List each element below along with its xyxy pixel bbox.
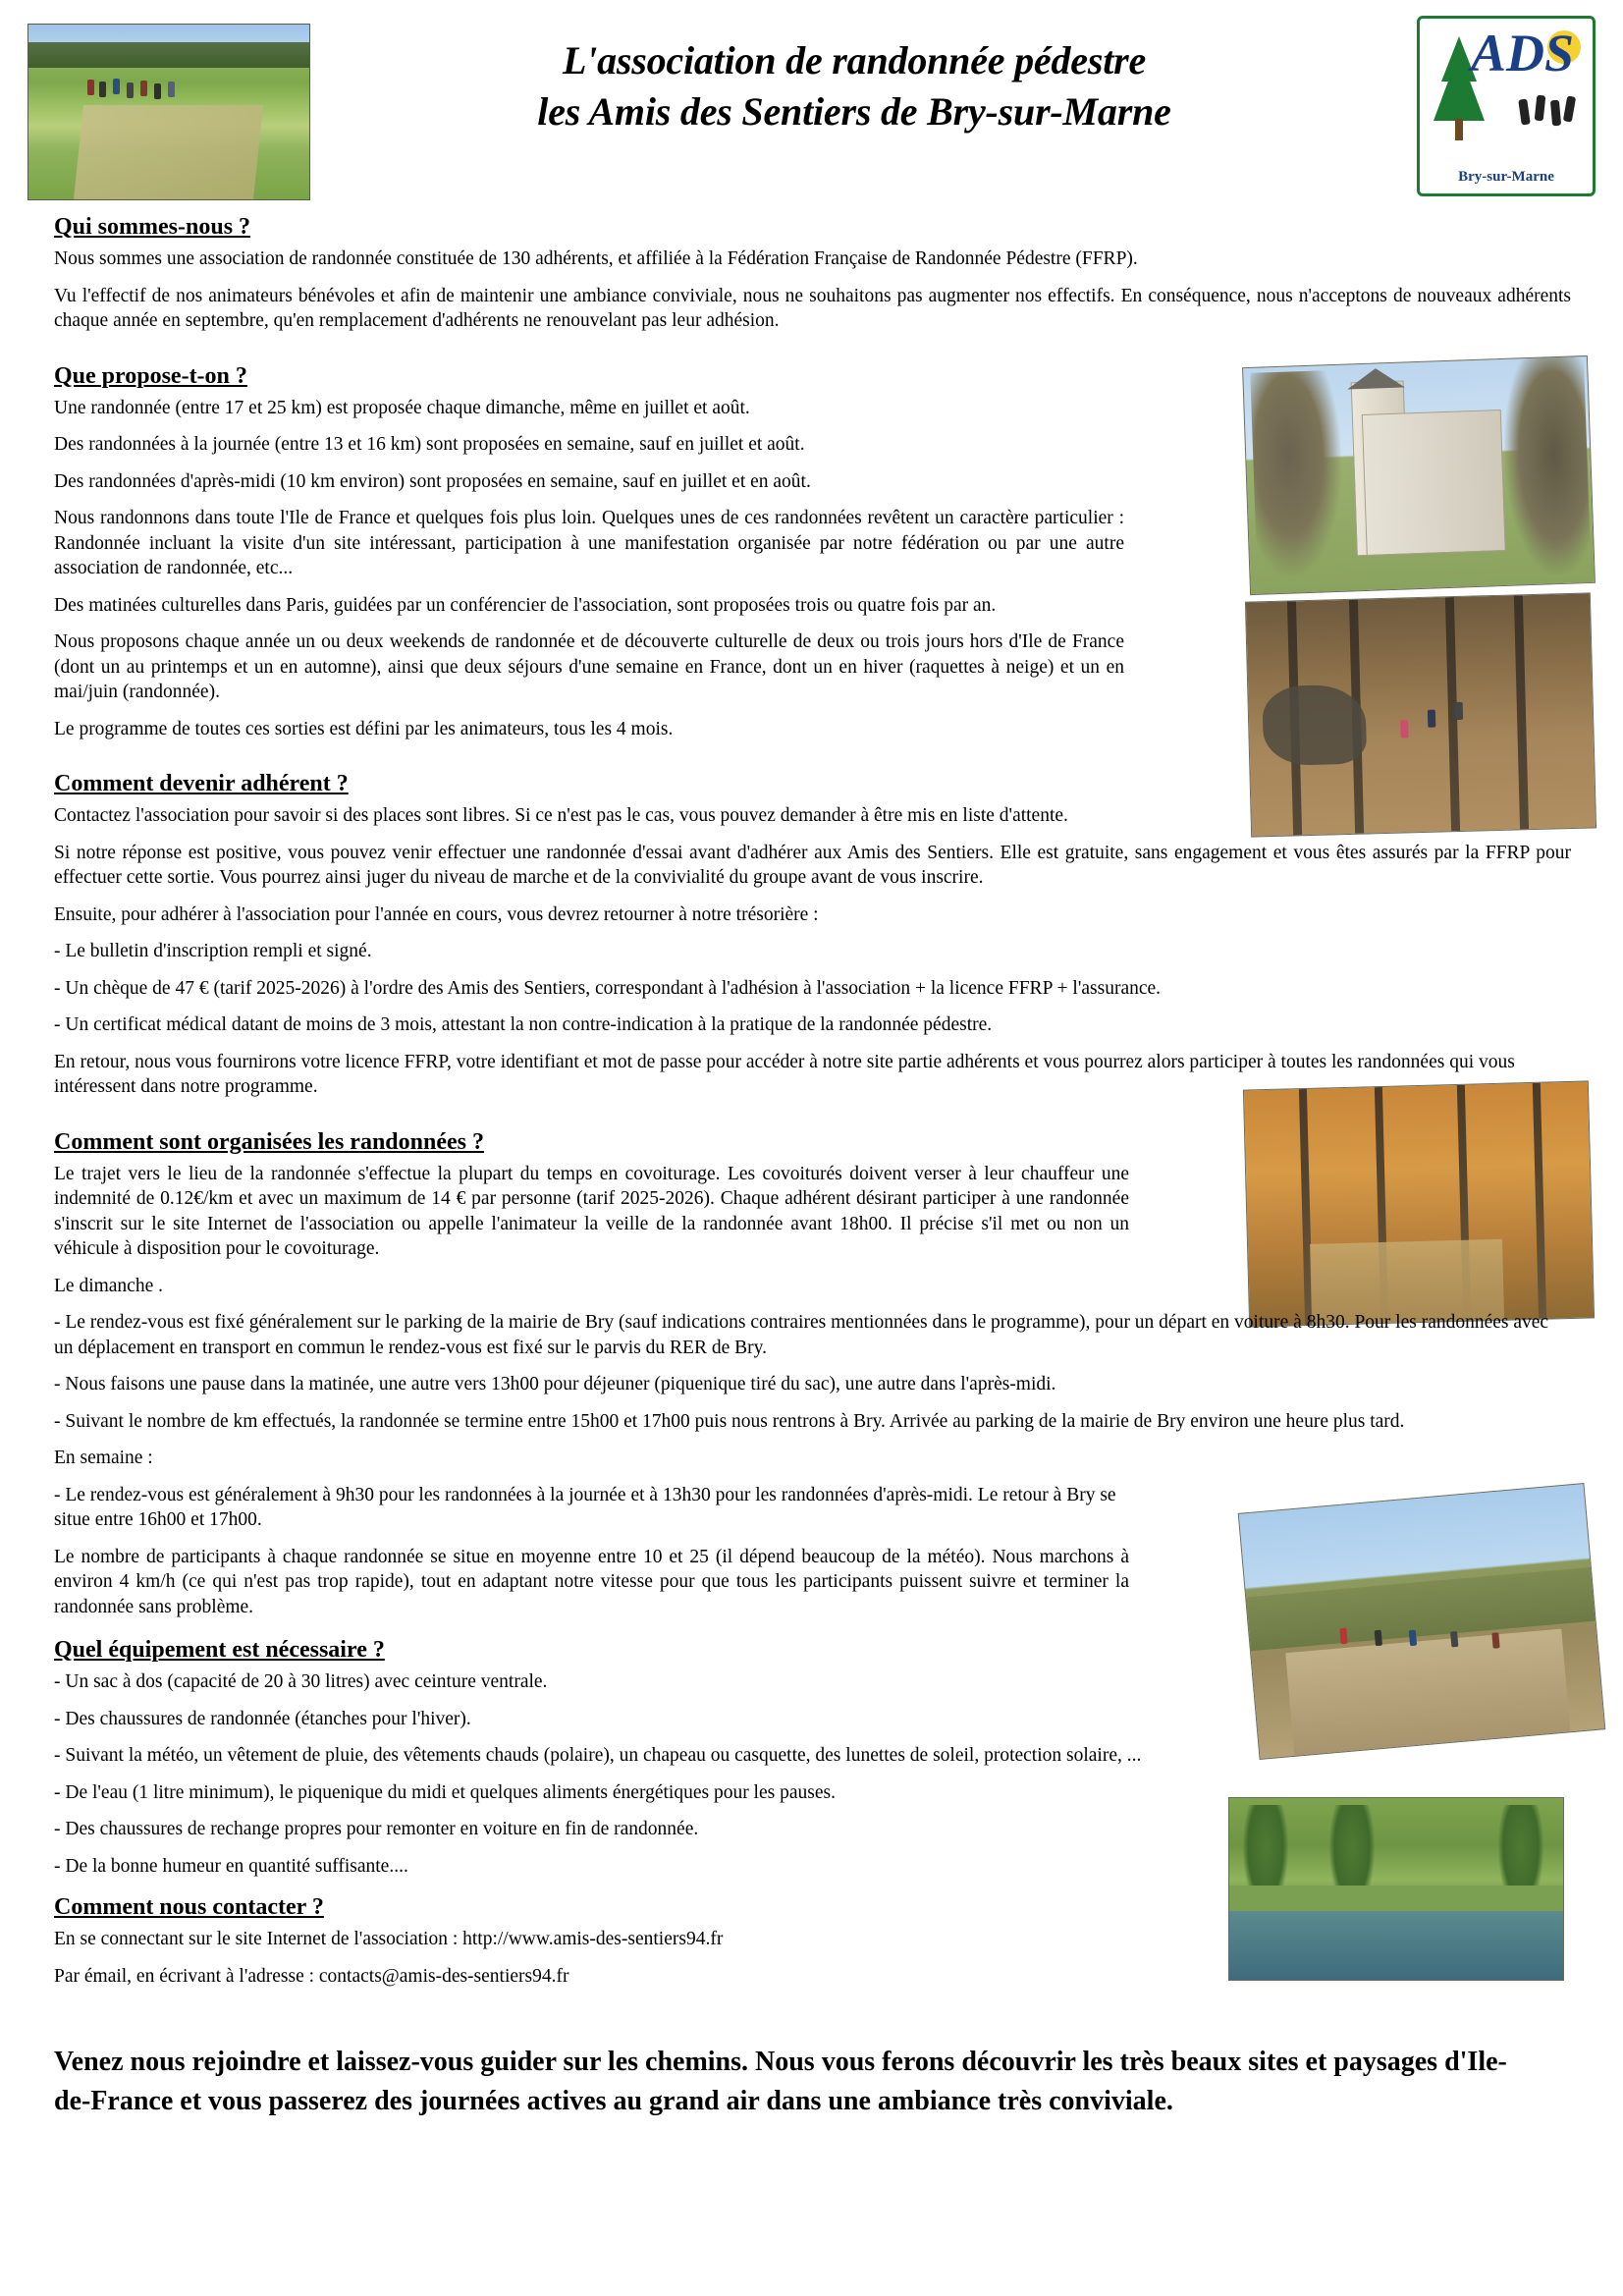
footer-call-to-action: Venez nous rejoindre et laissez-vous guider sur les chemins. Nous vous ferons découvrir les très beaux sites et paysages d'Ile-de-France et vous passerez des journées actives au grand air dans une ambiance très conviviale. [54, 2047, 1507, 2116]
document-header [0, 0, 1623, 196]
section-heading-comment-devenir-adherent: Comment devenir adhérent ? [54, 771, 349, 796]
hiker-figure [87, 80, 94, 95]
list-item: - Le rendez-vous est généralement à 9h30 pour les randonnées à la journée et à 13h30 pour les randonnées d'après-midi. Le retour à Bry se situe entre 16h00 et 17h00. [54, 1484, 1116, 1530]
paragraph: Des randonnées d'après-midi (10 km environ) sont proposées en semaine, sauf en juillet et en août. [54, 470, 811, 492]
logo-letters: ADS [1471, 24, 1575, 82]
logo-caption: Bry-sur-Marne [1458, 169, 1554, 185]
list-item: - Un sac à dos (capacité de 20 à 30 litres) avec ceinture ventrale. [54, 1671, 548, 1692]
tree-trunk-icon [1455, 119, 1463, 140]
paragraph: Contactez l'association pour savoir si des places sont libres. Si ce n'est pas le cas, vous pouvez demander à être mis en liste d'attente. [54, 805, 1068, 826]
list-item: - Un chèque de 47 € (tarif 2025-2026) à l'ordre des Amis des Sentiers, correspondant à l'adhésion à l'association + la licence FFRP + l'assurance. [54, 977, 1162, 999]
paragraph: Des randonnées à la journée (entre 13 et 16 km) sont proposées en semaine, sauf en juillet et août. [54, 434, 805, 455]
list-item: - Un certificat médical datant de moins de 3 mois, attestant la non contre-indication à la pratique de la randonnée pédestre. [54, 1014, 993, 1035]
paragraph: Nous proposons chaque année un ou deux weekends de randonnée et de découverte culturelle de deux ou trois jours hors d'Ile de France (dont un au printemps et un en automne), ainsi que deux séjours d'une semaine en France, dont un en hiver (raquettes à neige) et un en mai/juin (randonnée). [54, 631, 1124, 702]
section-heading-comment-sont-organisees: Comment sont organisées les randonnées ? [54, 1128, 484, 1155]
section-heading-comment-nous-contacter: Comment nous contacter ? [54, 1894, 324, 1920]
header-photo-randonneurs [27, 24, 310, 200]
association-logo [1417, 16, 1596, 196]
list-item: - Le rendez-vous est fixé généralement sur le parking de la mairie de Bry (sauf indications contraires mentionnées dans le programme), pour un départ en voiture à 8h30. Pour les randonnées avec un déplacement en transport en commun le rendez-vous est fixé sur le parvis du RER de Bry. [54, 1312, 1549, 1358]
list-item: - Nous faisons une pause dans la matinée, une autre vers 13h00 pour déjeuner (piquenique tiré du sac), une autre dans l'après-midi. [54, 1374, 1056, 1394]
paragraph: Une randonnée (entre 17 et 25 km) est proposée chaque dimanche, même en juillet et août. [54, 397, 750, 418]
field-path-decoration [74, 105, 263, 199]
hiker-figure [168, 82, 175, 97]
list-item: - De l'eau (1 litre minimum), le piquenique du midi et quelques aliments énergétiques pour les pauses. [54, 1781, 836, 1803]
hiker-figure [113, 79, 120, 94]
paragraph: Ensuite, pour adhérer à l'association pour l'année en cours, vous devrez retourner à notre trésorière : [54, 903, 819, 925]
document-body [54, 214, 1571, 2000]
section-heading-qui-sommes-nous: Qui sommes-nous ? [54, 214, 251, 240]
hiker-figure [127, 82, 134, 98]
walkers-icon [1518, 91, 1579, 135]
list-item: - Le bulletin d'inscription rempli et signé. [54, 941, 372, 961]
paragraph: Nous randonnons dans toute l'Ile de France et quelques fois plus loin. Quelques unes de ces randonnées revêtent un caractère particulier : Randonnée incluant la visite d'un site intéressant, participation à une manifestation organisée par notre fédération ou par une autre association de randonnée, etc... [54, 508, 1124, 578]
paragraph: Vu l'effectif de nos animateurs bénévoles et afin de maintenir une ambiance conviviale, nous ne souhaitons pas augmenter nos effectifs. En conséquence, nous n'acceptons de nouveaux adhérents chaque année en septembre, qu'en remplacement d'adhérents ne renouvelant pas leur adhésion. [54, 285, 1571, 331]
paragraph: Le programme de toutes ces sorties est défini par les animateurs, tous les 4 mois. [54, 718, 674, 739]
page-title-line2: les Amis des Sentiers de Bry-sur-Marne [537, 89, 1171, 134]
list-item: - Suivant le nombre de km effectués, la randonnée se termine entre 15h00 et 17h00 puis nous rentrons à Bry. Arrivée au parking de la mairie de Bry environ une heure plus tard. [54, 1410, 1405, 1432]
paragraph: Le nombre de participants à chaque randonnée se situe en moyenne entre 10 et 25 (il dépend beaucoup de la météo). Nous marchons à environ 4 km/h (ce qui n'est pas trop rapide), tout en adaptant notre vitesse pour que tous les participants puissent suivre et terminer la randonnée sans problème. [54, 1546, 1129, 1617]
list-item: - De la bonne humeur en quantité suffisante.... [54, 1855, 408, 1877]
paragraph: Le trajet vers le lieu de la randonnée s'effectue la plupart du temps en covoiturage. Les covoiturés doivent verser à leur chauffeur une indemnité de 0.12€/km et avec un maximum de 14 € par personne (tarif 2025-2026). Chaque adhérent désirant participer à une randonnée s'inscrit sur le site Internet de l'association ou appelle l'animateur la veille de la randonnée avant 18h00. Il précise s'il met ou non un véhicule à disposition pour le covoiturage. [54, 1163, 1129, 1259]
paragraph-dimanche: Le dimanche . [54, 1275, 163, 1296]
treeline-decoration [28, 42, 309, 68]
page-title-line1: L'association de randonnée pédestre [562, 38, 1147, 82]
list-item: - Des chaussures de randonnée (étanches pour l'hiver). [54, 1708, 471, 1729]
hiker-figure [140, 81, 147, 96]
contact-email[interactable]: Par émail, en écrivant à l'adresse : contacts@amis-des-sentiers94.fr [54, 1965, 569, 1987]
contact-website[interactable]: En se connectant sur le site Internet de l'association : http://www.amis-des-sentiers94.fr [54, 1929, 724, 1949]
paragraph: Si notre réponse est positive, vous pouvez venir effectuer une randonnée d'essai avant d'adhérer aux Amis des Sentiers. Elle est gratuite, sans engagement et vous êtes assurés par la FFRP pour effectuer cette sortie. Vous pourrez ainsi juger du niveau de marche et de la convivialité du groupe avant de vous inscrire. [54, 842, 1571, 888]
section-heading-quel-equipement: Quel équipement est nécessaire ? [54, 1637, 385, 1663]
list-item: - Suivant la météo, un vêtement de pluie, des vêtements chauds (polaire), un chapeau ou casquette, des lunettes de soleil, protection solaire, ... [54, 1745, 1142, 1766]
section-heading-que-propose-t-on: Que propose-t-on ? [54, 362, 247, 389]
paragraph: Des matinées culturelles dans Paris, guidées par un conférencier de l'association, sont proposées trois ou quatre fois par an. [54, 594, 997, 616]
page-title [324, 35, 1384, 137]
paragraph: En semaine : [54, 1448, 153, 1468]
hiker-figure [154, 83, 161, 99]
paragraph: En retour, nous vous fournirons votre licence FFRP, votre identifiant et mot de passe pour accéder à notre site partie adhérents et vous pourrez alors participer à toutes les randonnées qui vous intéressent dans notre programme. [54, 1051, 1515, 1097]
paragraph: Nous sommes une association de randonnée constituée de 130 adhérents, et affiliée à la Fédération Française de Randonnée Pédestre (FFRP). [54, 248, 1138, 269]
list-item: - Des chaussures de rechange propres pour remonter en voiture en fin de randonnée. [54, 1819, 699, 1839]
hiker-figure [99, 82, 106, 97]
